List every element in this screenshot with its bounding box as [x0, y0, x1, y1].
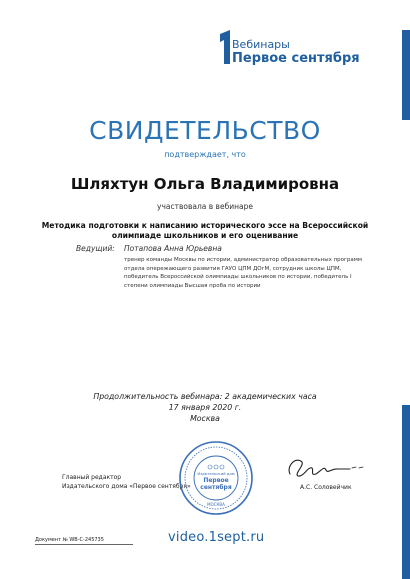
participant-name: Шляхтун Ольга Владимировна — [70, 175, 340, 193]
host-description-line: отдела опережающего развития ГАУО ЦПМ ДОгМ, сотрудник школы ЦПМ, — [124, 265, 342, 272]
edge-bar-top — [402, 30, 410, 120]
svg-text:сентября: сентября — [200, 484, 232, 491]
host-name: Потапова Анна Юрьевна — [124, 244, 222, 253]
edge-bar-bottom — [402, 405, 410, 579]
document-number: Документ № WB-С-245735 — [35, 537, 104, 543]
svg-text:МОСКВА: МОСКВА — [207, 502, 225, 507]
signer-name: А.С. Соловейчик — [300, 484, 352, 491]
svg-text:Первое: Первое — [203, 477, 229, 484]
brand-name-bottom: Первое сентября — [232, 51, 360, 66]
website-link[interactable]: video.1sept.ru — [168, 530, 265, 545]
editor-role-line: Главный редактор — [62, 474, 122, 481]
confirms-text: подтверждает, что — [164, 150, 246, 159]
host-description-line: победитель Всероссийской олимпиады школьников по истории, победитель I — [124, 274, 352, 280]
stamp-seal-icon — [178, 440, 254, 516]
host-description-line: тренер команды Москвы по истории, администратор образовательных программ — [124, 257, 363, 263]
certificate-title: СВИДЕТЕЛЬСТВО — [89, 116, 321, 145]
webinar-title: Методика подготовки к написанию исторического эссе на Всероссийской олимпиаде школьников и его оценивание — [41, 221, 369, 240]
host-description-line: степени олимпиады Высшая проба по истории — [124, 282, 261, 289]
editor-role-line: Издательского дома «Первое сентября» — [62, 483, 191, 490]
brand-name-top: Вебинары — [232, 38, 290, 51]
svg-text:Издательский дом: Издательский дом — [197, 471, 235, 476]
host-label: Ведущий: — [76, 244, 115, 253]
signature-image — [280, 452, 370, 480]
webinar-date: 17 января 2020 г. — [168, 403, 242, 412]
document-number-underline — [35, 544, 133, 545]
webinar-city: Москва — [190, 414, 220, 423]
host-description — [124, 256, 364, 290]
webinar-duration: Продолжительность вебинара: 2 академических часа — [93, 392, 317, 401]
participated-text: участвовала в вебинаре — [157, 202, 253, 211]
editor-role — [62, 473, 191, 491]
